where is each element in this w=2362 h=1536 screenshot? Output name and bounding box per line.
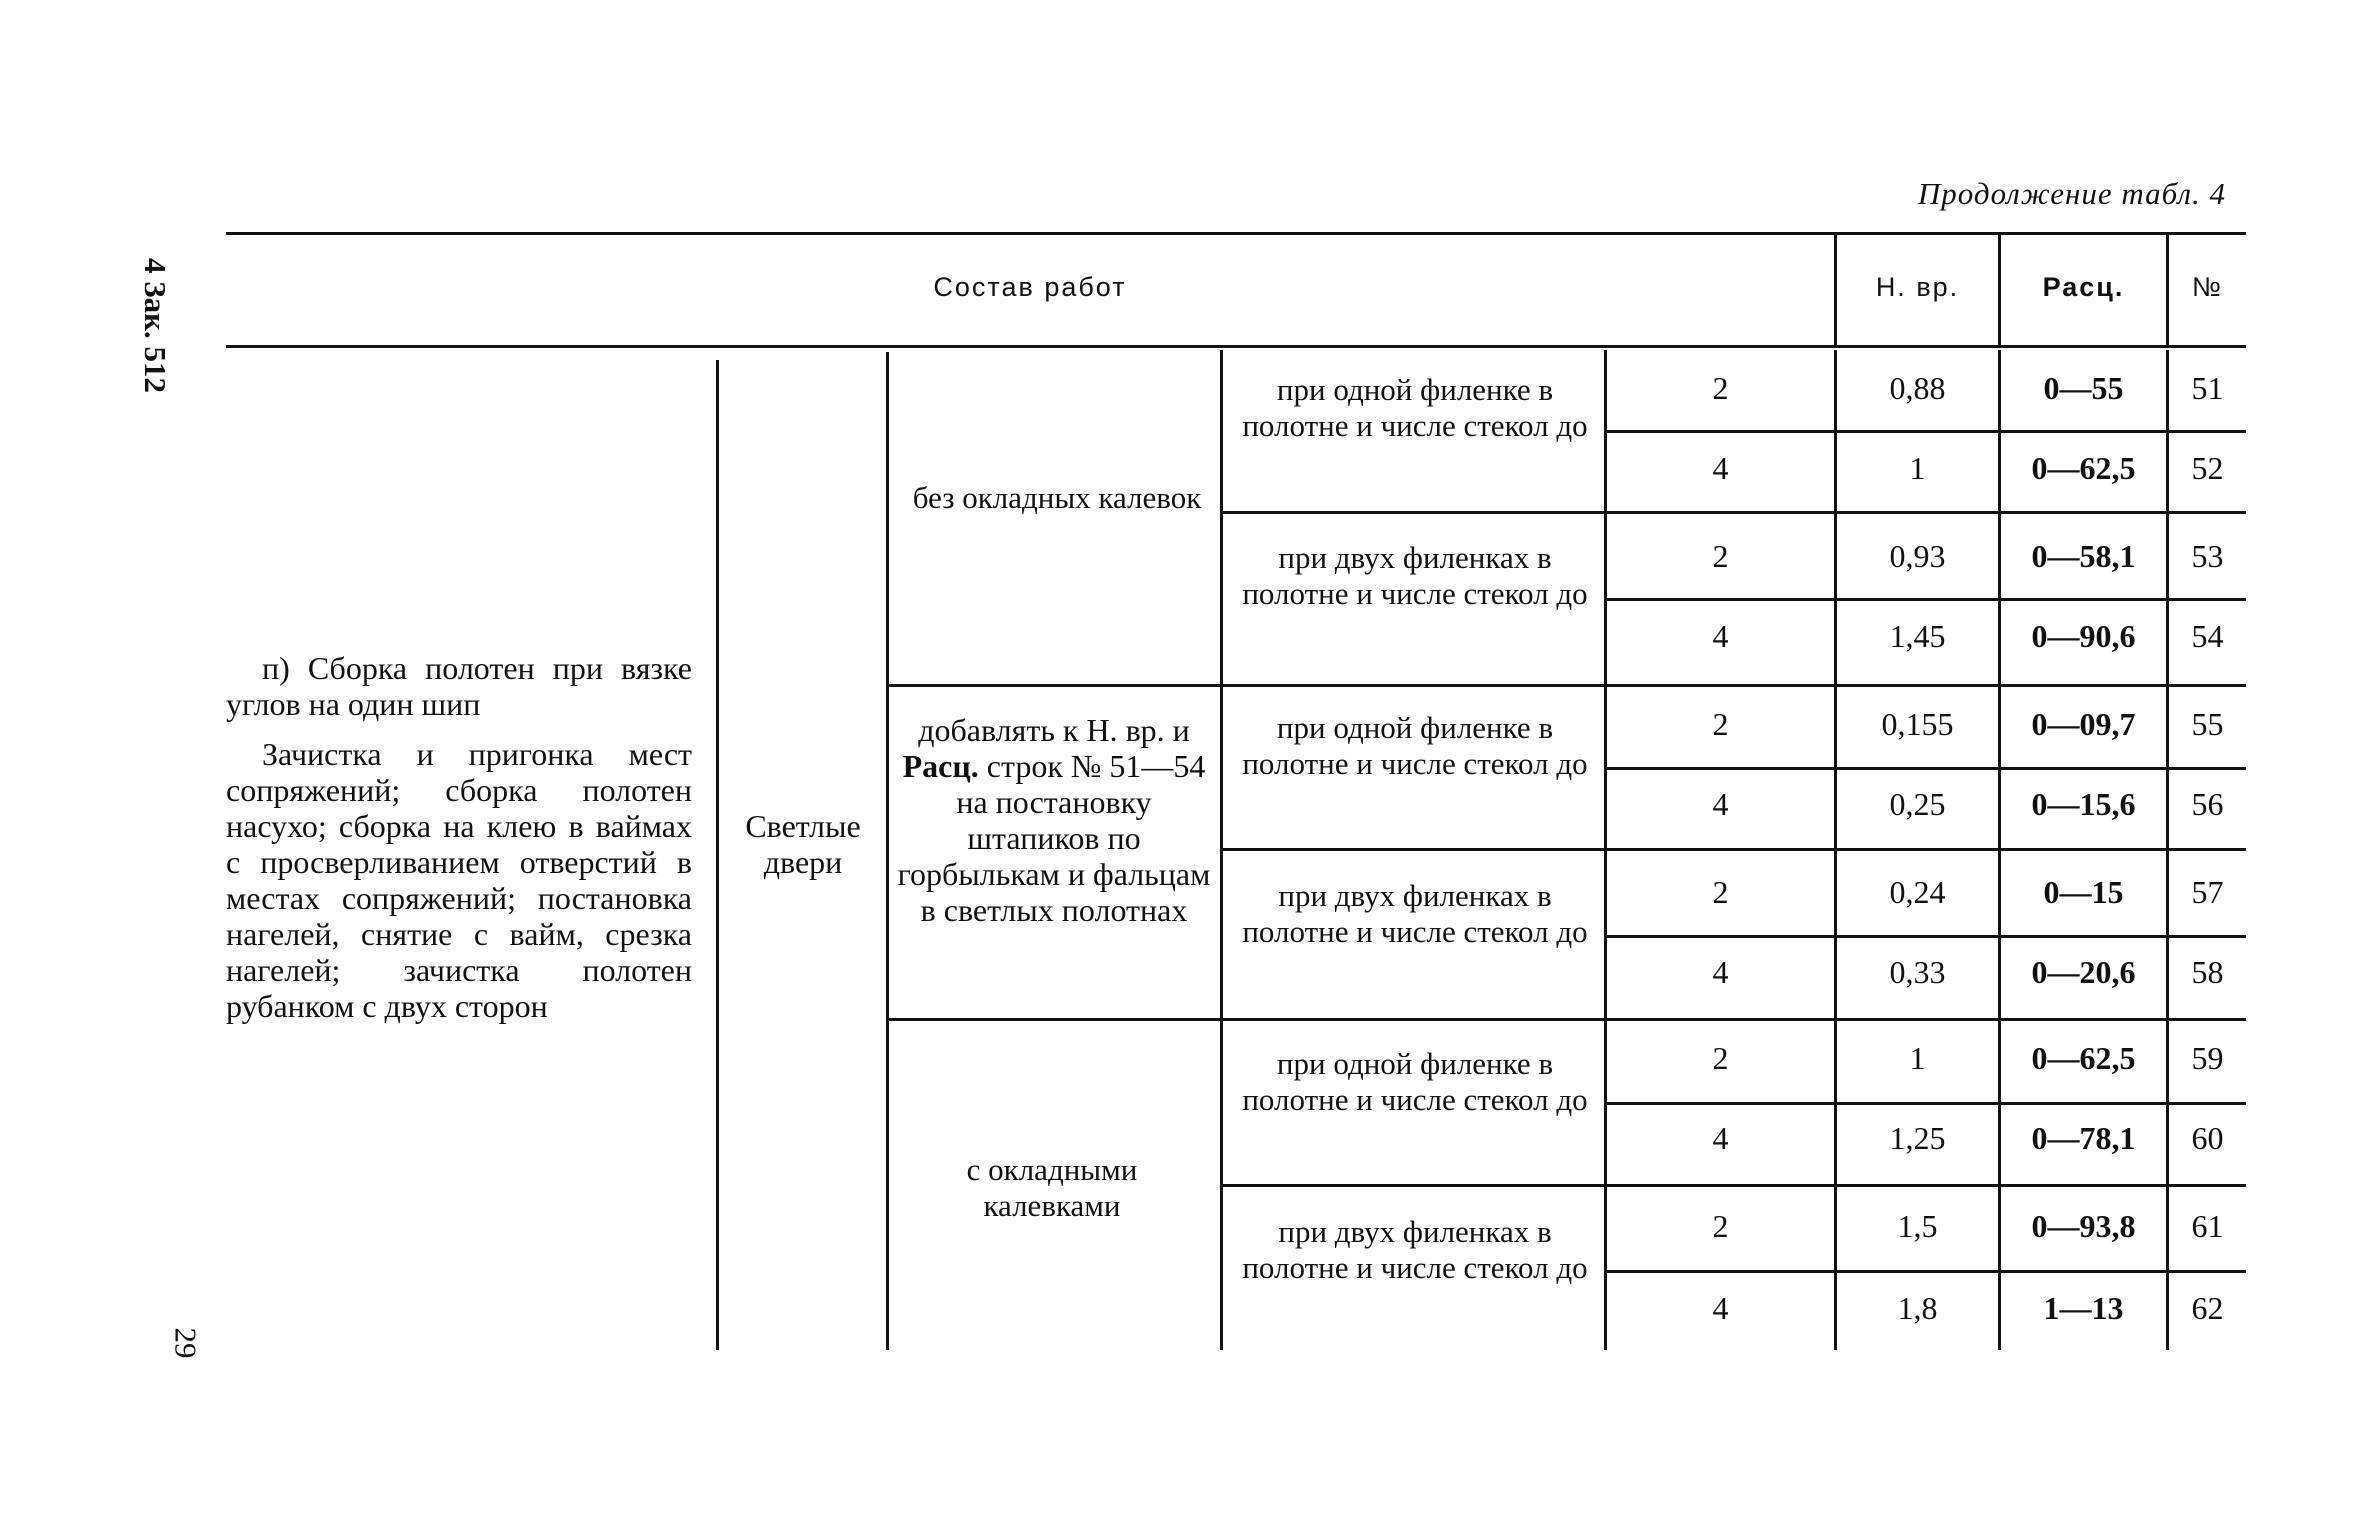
norm-time-value: 1,5 xyxy=(1897,1208,1938,1244)
condition-label: при двух филенках в полотне и числе стекол до xyxy=(1242,540,1588,611)
rate-value: 0—55 xyxy=(2043,370,2124,406)
rate-value: 0—20,6 xyxy=(2031,954,2136,990)
row-separator xyxy=(1607,430,2246,433)
norm-time-value: 1,25 xyxy=(1889,1120,1946,1156)
glass-count: 2 xyxy=(1712,538,1729,574)
condition-label: при одной филенке в полотне и числе стекол до xyxy=(1242,372,1588,443)
condition-separator xyxy=(1223,511,2246,514)
norm-time-value: 0,93 xyxy=(1889,538,1946,574)
rate-value: 0—62,5 xyxy=(2031,450,2136,486)
group-separator xyxy=(889,1018,2246,1021)
norm-time-value: 1,45 xyxy=(1889,618,1946,654)
group-label-addition-part: добавлять к Н. вр. и xyxy=(918,712,1190,748)
header-norm-time: Н. вр. xyxy=(1875,272,1960,302)
header-bottom-rule xyxy=(226,345,2246,348)
page-number: 29 xyxy=(168,1327,204,1359)
norm-time-value: 0,88 xyxy=(1889,370,1946,406)
row-separator xyxy=(1607,1102,2246,1105)
norm-time-value: 1 xyxy=(1909,450,1926,486)
rate-value: 0—15 xyxy=(2043,874,2124,910)
row-separator xyxy=(1607,767,2246,770)
row-number: 56 xyxy=(2191,786,2224,822)
rate-value: 0—93,8 xyxy=(2031,1208,2136,1244)
row-number: 55 xyxy=(2191,706,2224,742)
row-number: 62 xyxy=(2191,1290,2224,1326)
glass-count: 2 xyxy=(1712,1208,1729,1244)
glass-count: 2 xyxy=(1712,874,1729,910)
row-number: 58 xyxy=(2191,954,2224,990)
column-divider xyxy=(716,360,719,1350)
condition-separator xyxy=(1223,848,2246,851)
row-number: 60 xyxy=(2191,1120,2224,1156)
norm-time-value: 0,25 xyxy=(1889,786,1946,822)
row-separator xyxy=(1607,935,2246,938)
glass-count: 4 xyxy=(1712,786,1729,822)
group-label-addition xyxy=(892,712,1216,928)
row-number: 61 xyxy=(2191,1208,2224,1244)
glass-count: 4 xyxy=(1712,954,1729,990)
glass-count: 2 xyxy=(1712,370,1729,406)
glass-count: 4 xyxy=(1712,618,1729,654)
rate-value: 0—90,6 xyxy=(2031,618,2136,654)
glass-count: 4 xyxy=(1712,1120,1729,1156)
row-number: 51 xyxy=(2191,370,2224,406)
norm-time-value: 1,8 xyxy=(1897,1290,1938,1326)
row-separator xyxy=(1607,598,2246,601)
norm-time-value: 0,33 xyxy=(1889,954,1946,990)
header-number: № xyxy=(2192,272,2223,302)
norm-time-value: 1 xyxy=(1909,1040,1926,1076)
glass-count: 4 xyxy=(1712,450,1729,486)
norm-time-value: 0,155 xyxy=(1881,706,1954,742)
table-top-rule xyxy=(226,232,2246,235)
row-number: 59 xyxy=(2191,1040,2224,1076)
group-label-with-moldings: с окладными калевками xyxy=(966,1152,1138,1223)
row-number: 57 xyxy=(2191,874,2224,910)
row-number: 54 xyxy=(2191,618,2224,654)
column-divider xyxy=(886,352,889,1350)
side-order-mark: 4 Зак. 512 xyxy=(138,258,173,393)
header-composition: Состав работ xyxy=(933,272,1127,302)
row-number: 53 xyxy=(2191,538,2224,574)
rate-value: 0—15,6 xyxy=(2031,786,2136,822)
glass-count: 4 xyxy=(1712,1290,1729,1326)
door-type: Светлые двери xyxy=(745,808,861,880)
group-separator xyxy=(889,684,2246,687)
norm-time-value: 0,24 xyxy=(1889,874,1946,910)
condition-label: при двух филенках в полотне и числе стекол до xyxy=(1242,1214,1588,1285)
condition-label: при двух филенках в полотне и числе стекол до xyxy=(1242,878,1588,949)
rate-value: 0—09,7 xyxy=(2031,706,2136,742)
group-label-addition-rate: Расц. xyxy=(902,748,979,784)
glass-count: 2 xyxy=(1712,706,1729,742)
rate-value: 0—58,1 xyxy=(2031,538,2136,574)
work-description-block xyxy=(226,650,692,1024)
rate-value: 0—78,1 xyxy=(2031,1120,2136,1156)
row-separator xyxy=(1607,1270,2246,1273)
glass-count: 2 xyxy=(1712,1040,1729,1076)
rate-value: 1—13 xyxy=(2043,1290,2124,1326)
condition-label: при одной филенке в полотне и числе стекол до xyxy=(1242,1046,1588,1117)
condition-separator xyxy=(1223,1184,2246,1187)
work-title: п) Сборка полотен при вязке углов на один шип xyxy=(226,650,692,722)
rate-value: 0—62,5 xyxy=(2031,1040,2136,1076)
table-continuation-caption: Продолжение табл. 4 xyxy=(1917,176,2226,211)
work-description: Зачистка и пригонка мест сопряжений; сборка полотен насухо; сборка на клею в ваймах с просверливанием отверстий в местах сопряжений; постановка нагелей, снятие с вайм, срезка нагелей; зачистка полотен рубанком с двух сторон xyxy=(226,736,692,1024)
row-number: 52 xyxy=(2191,450,2224,486)
header-rate: Расц. xyxy=(2042,272,2125,302)
group-label-addition-part: строк № 51—54 на постановку штапиков по горбылькам и фальцам в светлых полотнах xyxy=(897,748,1211,928)
group-label-no-moldings: без окладных калевок xyxy=(912,480,1202,515)
condition-label: при одной филенке в полотне и числе стекол до xyxy=(1242,710,1588,781)
